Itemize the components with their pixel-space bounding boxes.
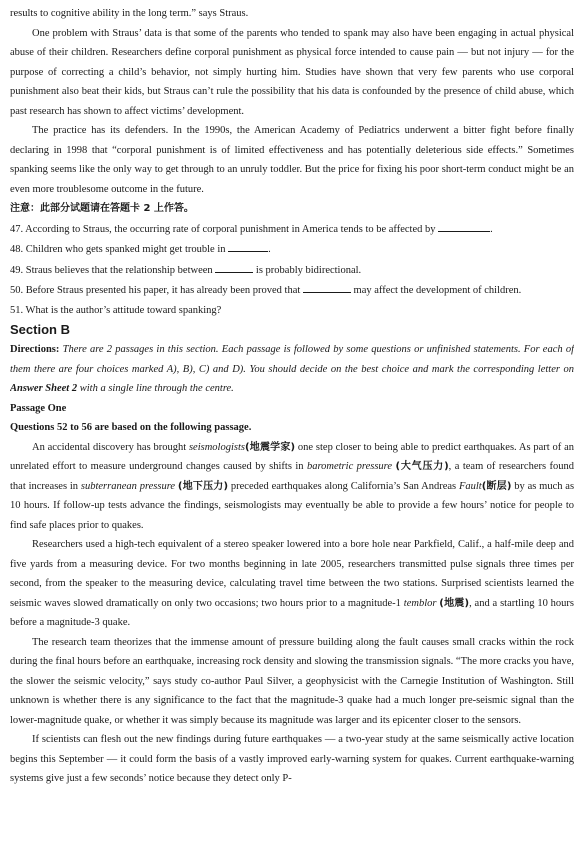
question-47: 47. According to Straus, the occurring rate of corporal punishment in America tends to be affected by . xyxy=(10,219,574,240)
question-50: 50. Before Straus presented his paper, it has already been proved that may affect the development of children. xyxy=(10,280,574,301)
passage-one-paragraph-4: If scientists can flesh out the new findings during future earthquakes — a two-year study at the same seismically active location begins this September — it could form the basis of a vastly improved early-warning system for quakes. Current earthquake-warning systems give just a few seconds’ notice because they detect only P- xyxy=(10,734,574,784)
passage-label: Passage One xyxy=(10,402,67,414)
answer-blank[interactable] xyxy=(215,260,253,273)
question-48: 48. Children who gets spanked might get trouble in . xyxy=(10,239,574,260)
passage-paragraph: The practice has its defenders. In the 1990s, the American Academy of Pediatrics underwent a bitter fight before finally declaring in 1998 that “corporal punishment is of limited effectiveness and has potentially deleterious side effects.” Sometimes spanking seems like the only way to get through to an unruly toddler. But the price for fixing his poor short-term conduct might be an even more troublesome outcome in the future. xyxy=(10,125,574,195)
passage-one-paragraph-1: An accidental discovery has brought seismologists(地震学家) one step closer to being able to predict earthquakes. As part of an unrelated effort to measure underground changes caused by shifts in barometric pressure (大气压力), a team of researchers found that increases in subterranean pressure (地下压力) preceded earthquakes along California’s San Andreas Fault(断层) by as much as 10 hours. If follow-up tests advance the findings, seismologists may eventually be able to provide a few hours’ notice for people to find safe places prior to quakes. xyxy=(10,441,574,531)
passage-one-paragraph-2: Researchers used a high-tech equivalent of a stereo speaker lowered into a bore hole near Parkfield, Calif., a half-mile deep and five yards from a measuring device. For two months beginning in late 2005, researchers transmitted pulse signals three times per second, from the speaker to the measuring device, calculating travel time between the two stations. Surprised scientists learned the seismic waves slowed dramatically on only two occasions; two hours prior to a magnitude-1 temblor (地震), and a startling 10 hours before a magnitude-3 quake. xyxy=(10,539,574,628)
answer-sheet-instruction: 注意：此部分试题请在答题卡 2 上作答。 xyxy=(10,203,194,214)
answer-blank[interactable] xyxy=(438,219,490,232)
question-list xyxy=(10,219,574,321)
answer-blank[interactable] xyxy=(228,239,268,252)
section-title: Section B xyxy=(10,322,70,337)
questions-range: Questions 52 to 56 are based on the following passage. xyxy=(10,422,252,433)
answer-blank[interactable] xyxy=(303,280,351,293)
question-51: 51. What is the author’s attitude toward spanking? xyxy=(10,304,222,316)
question-49: 49. Straus believes that the relationship between is probably bidirectional. xyxy=(10,260,574,281)
passage-paragraph: One problem with Straus’ data is that some of the parents who tended to spank may also have been engaging in actual physical abuse of their children. Researchers define corporal punishment as physical force intended to cause pain — but not injury — for the purpose of correcting a child’s behavior, not simply hurting him. Studies have shown that very few parents who use corporal punishment also beat their kids, but Straus can’t rule the possibility that his data is confounded by the presence of child abuse, which past research has shown to affect victims’ development. xyxy=(10,27,574,117)
exam-page xyxy=(10,4,574,834)
passage-one-paragraph-3: The research team theorizes that the immense amount of pressure building along the fault causes small cracks within the rock during the final hours before an earthquake, increasing rock density and slowing the transmission signals. “The more cracks you have, the slower the seismic velocity,” says study co-author Paul Silver, a geophysicist with the Carnegie Institution of Washington. Still unknown is whether there is any significance to the fact that the magnitude-3 quake had a much longer pre-seismic signal than the lower-magnitude quake, or whether it was simply because its magnitude was larger and its epicenter closer to the sensors. xyxy=(10,636,574,726)
passage-line-end: results to cognitive ability in the long term.” says Straus. xyxy=(10,8,249,19)
directions: Directions: There are 2 passages in this section. Each passage is followed by some questions or unfinished statements. For each of them there are four choices marked A), B), C) and D). You should decide on the best choice and mark the corresponding letter on Answer Sheet 2 with a single line through the centre. xyxy=(10,344,574,394)
